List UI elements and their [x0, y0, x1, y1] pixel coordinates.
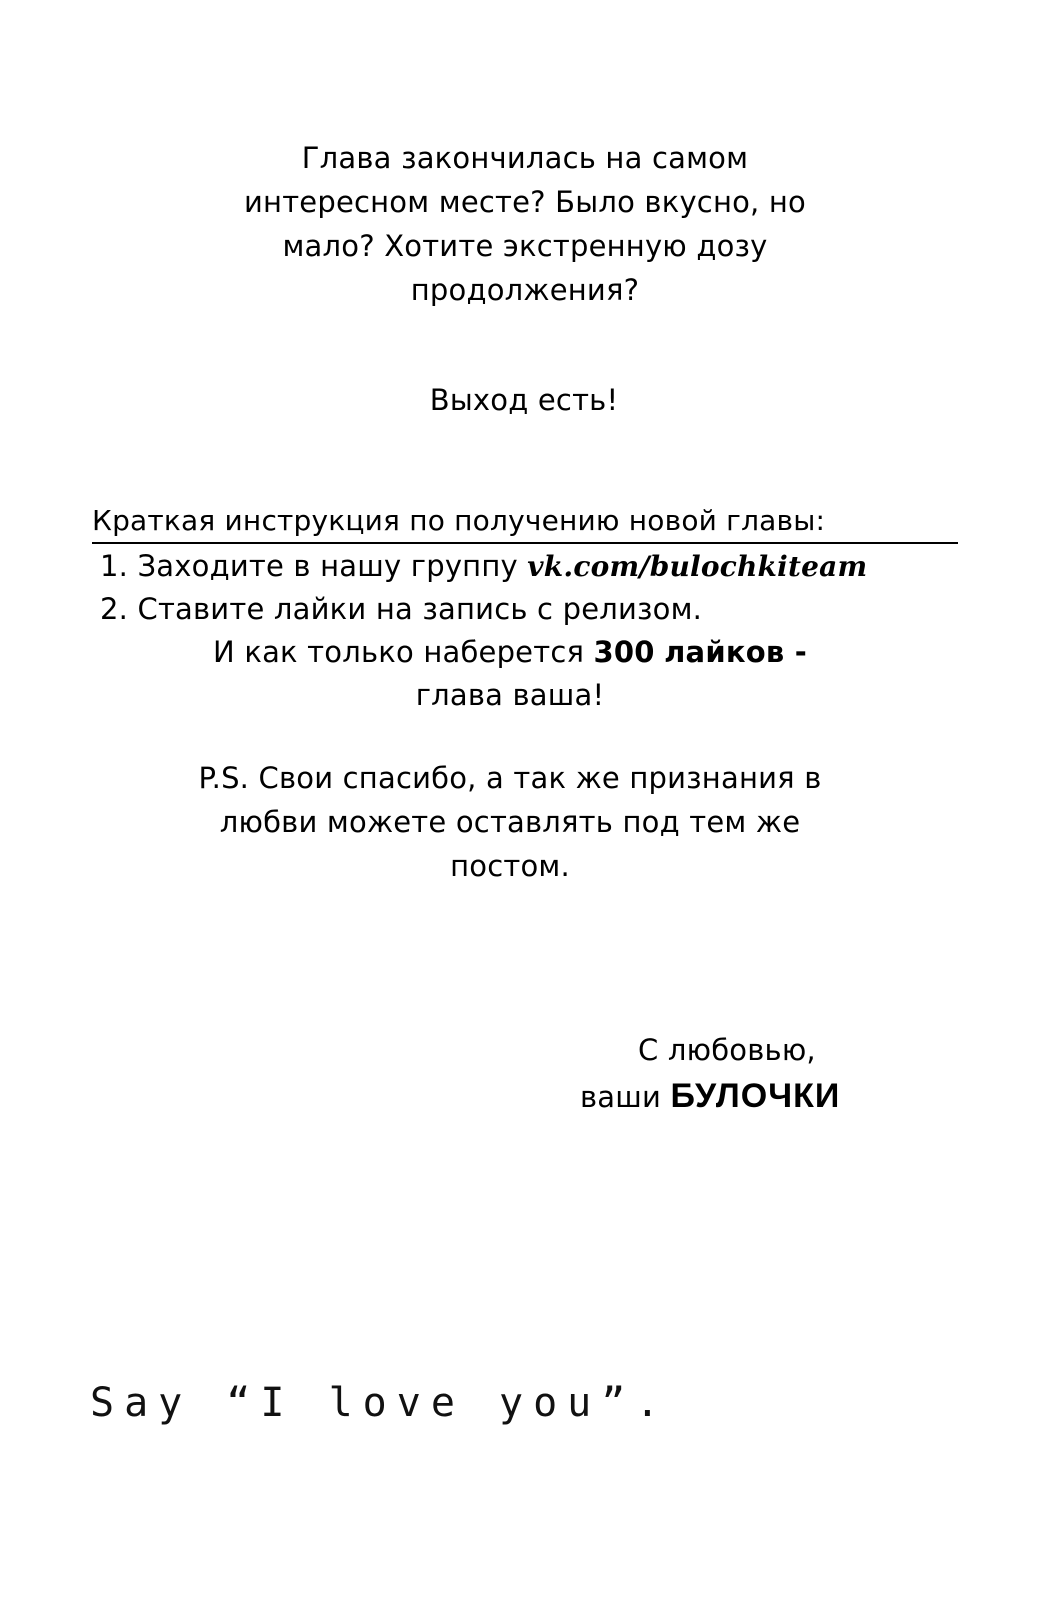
step-2-continuation: [160, 631, 860, 674]
intro-line: интересном месте? Было вкусно, но: [244, 185, 806, 219]
signature: [580, 1027, 900, 1120]
intro-line: мало? Хотите экстренную дозу: [282, 229, 768, 263]
exit-heading: Выход есть!: [429, 383, 619, 417]
team-name: БУЛОЧКИ: [670, 1077, 841, 1115]
ps-line: постом.: [450, 849, 570, 883]
likes-count: 300: [593, 635, 655, 669]
instructions-title: Краткая инструкция по получению новой главы:: [92, 500, 958, 544]
signature-prefix: ваши: [580, 1080, 662, 1114]
step-2: [100, 588, 950, 631]
step-number: 2.: [100, 592, 129, 626]
ps-line: P.S. Свои спасибо, а так же признания в: [198, 761, 822, 795]
ps-line: любви можете оставлять под тем же: [219, 805, 801, 839]
step-text: Заходите в нашу группу: [137, 549, 518, 583]
intro-line: Глава закончилась на самом: [301, 141, 749, 175]
signature-line-2: [580, 1073, 900, 1120]
instructions-steps: [100, 545, 950, 717]
step-1: [100, 545, 950, 588]
intro-paragraph: [150, 136, 900, 312]
signature-line-1: С любовью,: [638, 1033, 816, 1067]
footer-caption: Say “I love you”.: [90, 1380, 670, 1426]
step-number: 1.: [100, 549, 129, 583]
ps-paragraph: [130, 756, 890, 888]
group-link[interactable]: vk.com/bulochkiteam: [527, 550, 868, 583]
step-text: Ставите лайки на запись с релизом.: [137, 592, 703, 626]
step-2-continuation-line2: глава ваша!: [415, 678, 605, 712]
continuation-text: лайков -: [664, 635, 807, 669]
continuation-text: И как только наберется: [213, 635, 585, 669]
intro-line: продолжения?: [410, 273, 640, 307]
